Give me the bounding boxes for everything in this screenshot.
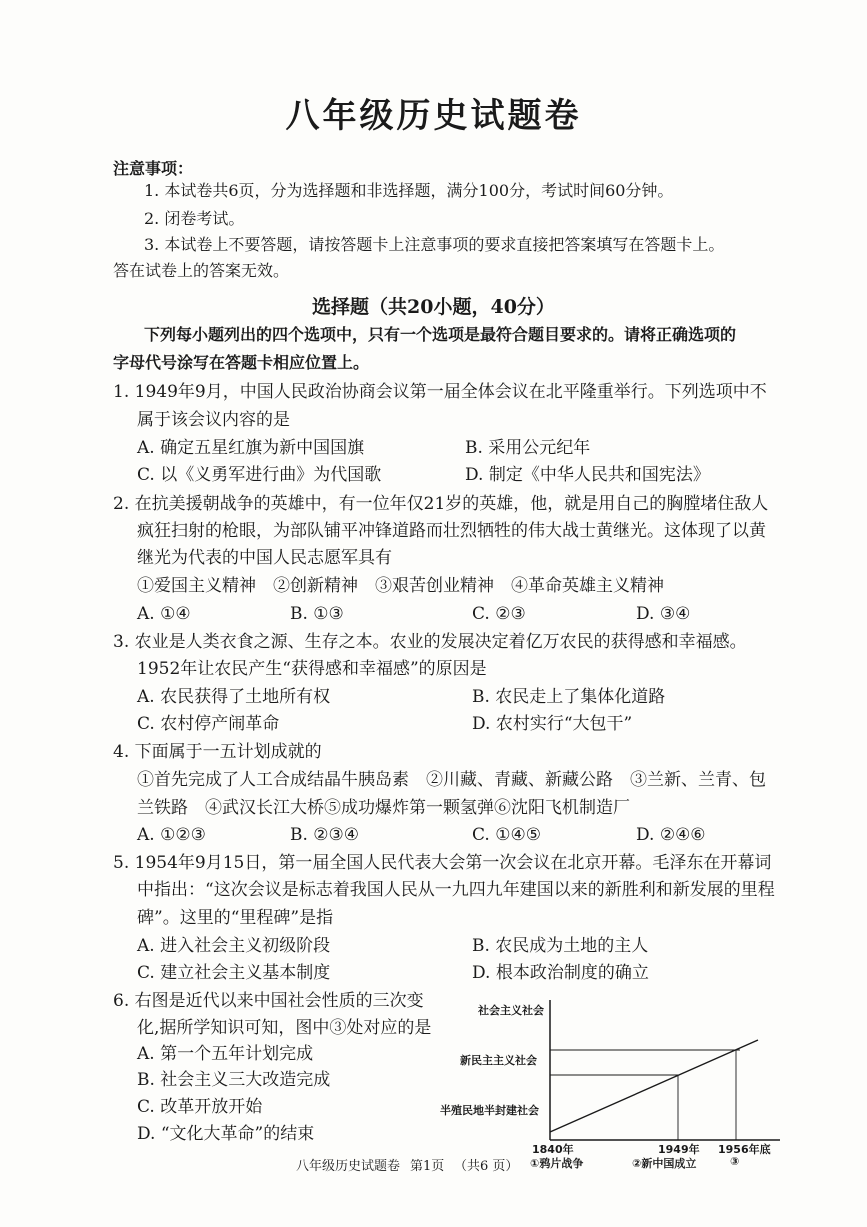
question-5-stem: 5. 1954年9月15日，第一届全国人民代表大会第一次会议在北京开幕。毛泽东在开幕词 (113, 853, 772, 873)
footer-total: （共6 页） (454, 1159, 519, 1174)
question-1-stem: 属于该会议内容的是 (137, 410, 290, 430)
question-1-option-a: A. 确定五星红旗为新中国国旗 (137, 438, 365, 458)
question-2-stem: 2. 在抗美援朝战争的英雄中，有一位年仅21岁的英雄，他，就是用自己的胸膛堵住敌人 (113, 494, 769, 514)
figure-y-label: 半殖民地半封建社会 (440, 1104, 539, 1117)
question-5-stem: 中指出：“这次会议是标志着我国人民从一九四九年建国以来的新胜利和新发展的里程 (137, 880, 775, 900)
question-4-stem: 4. 下面属于一五计划成就的 (113, 742, 322, 762)
question-5-option-c: C. 建立社会主义基本制度 (137, 963, 331, 983)
question-3-option-b: B. 农民走上了集体化道路 (472, 687, 666, 707)
question-4-stem: ①首先完成了人工合成结晶牛胰岛素 ②川藏、青藏、新藏公路 ③兰新、兰青、包 (137, 770, 766, 790)
figure-trend-line (550, 1040, 758, 1132)
figure-x-sublabel: ①鸦片战争 (530, 1157, 584, 1170)
footer-label: 八年级历史试题卷 (296, 1159, 401, 1174)
question-4-option-d: D. ②④⑥ (636, 825, 706, 845)
section-title: 选择题（共20小题，40分） (312, 296, 555, 318)
footer-page: 第1页 (410, 1159, 445, 1174)
question-5-stem: 碑”。这里的“里程碑”是指 (137, 908, 334, 928)
question-1-option-c: C. 以《义勇军进行曲》为代国歌 (137, 465, 382, 485)
question-6-option-c: C. 改革开放开始 (137, 1097, 263, 1117)
question-4-option-b: B. ②③④ (290, 825, 360, 845)
section-instruction: 字母代号涂写在答题卡相应位置上。 (113, 353, 370, 372)
question-6-option-b: B. 社会主义三大改造完成 (137, 1070, 331, 1090)
question-2-stem: ①爱国主义精神 ②创新精神 ③艰苦创业精神 ④革命英雄主义精神 (137, 576, 664, 596)
question-5-option-b: B. 农民成为土地的主人 (472, 936, 649, 956)
figure-x-sublabel: ②新中国成立 (632, 1157, 697, 1170)
question-3-option-c: C. 农村停产闹革命 (137, 714, 280, 734)
question-3-option-d: D. 农村实行“大包干” (472, 714, 633, 734)
question-1-stem: 1. 1949年9月，中国人民政治协商会议第一届全体会议在北平隆重举行。下列选项中不 (113, 382, 767, 402)
figure-x-sublabel: ③ (730, 1155, 740, 1168)
question-6-option-d: D. “文化大革命”的结束 (137, 1124, 315, 1144)
note-item: 1. 本试卷共6页，分为选择题和非选择题，满分100分，考试时间60分钟。 (144, 181, 674, 200)
question-1-option-d: D. 制定《中华人民共和国宪法》 (465, 465, 710, 485)
figure-x-label: 1956年底 (718, 1143, 771, 1156)
question-3-stem: 3. 农业是人类衣食之源、生存之本。农业的发展决定着亿万农民的获得感和幸福感。 (113, 632, 747, 652)
question-3-stem: 1952年让农民产生“获得感和幸福感”的原因是 (137, 659, 487, 679)
question-2-stem: 继光为代表的中国人民志愿军具有 (137, 548, 392, 568)
question-6-option-a: A. 第一个五年计划完成 (137, 1044, 314, 1064)
question-5-option-d: D. 根本政治制度的确立 (472, 963, 649, 983)
note-item: 3. 本试卷上不要答题，请按答题卡上注意事项的要求直接把答案填写在答题卡上。 (144, 235, 725, 254)
figure-y-label: 社会主义社会 (478, 1004, 544, 1017)
figure-x-label: 1949年 (658, 1143, 700, 1156)
question-6-stem: 6. 右图是近代以来中国社会性质的三次变 (113, 991, 424, 1011)
question-2-option-d: D. ③④ (636, 604, 691, 624)
society-change-figure (440, 990, 785, 1175)
question-2-option-a: A. ①④ (137, 604, 191, 624)
question-2-option-c: C. ②③ (472, 604, 526, 624)
question-1-option-b: B. 采用公元纪年 (465, 438, 591, 458)
question-2-stem: 疯狂扫射的枪眼，为部队铺平冲锋道路而壮烈牺牲的伟大战士黄继光。这体现了以黄 (137, 521, 766, 541)
page-title: 八年级历史试题卷 (285, 96, 582, 136)
section-instruction: 下列每小题列出的四个选项中，只有一个选项是最符合题目要求的。请将正确选项的 (144, 325, 737, 344)
figure-x-label: 1840年 (532, 1143, 574, 1156)
question-4-option-a: A. ①②③ (137, 825, 206, 845)
question-4-stem: 兰铁路 ④武汉长江大桥⑤成功爆炸第一颗氢弹⑥沈阳飞机制造厂 (137, 798, 630, 818)
question-6-stem: 化,据所学知识可知，图中③处对应的是 (137, 1018, 432, 1038)
question-5-option-a: A. 进入社会主义初级阶段 (137, 936, 331, 956)
notes-heading: 注意事项： (113, 159, 194, 178)
note-item: 2. 闭卷考试。 (144, 209, 245, 228)
question-2-option-b: B. ①③ (290, 604, 344, 624)
question-3-option-a: A. 农民获得了土地所有权 (137, 687, 331, 707)
figure-y-label: 新民主主义社会 (460, 1054, 537, 1067)
question-4-option-c: C. ①④⑤ (472, 825, 541, 845)
note-item: 答在试卷上的答案无效。 (113, 261, 290, 280)
